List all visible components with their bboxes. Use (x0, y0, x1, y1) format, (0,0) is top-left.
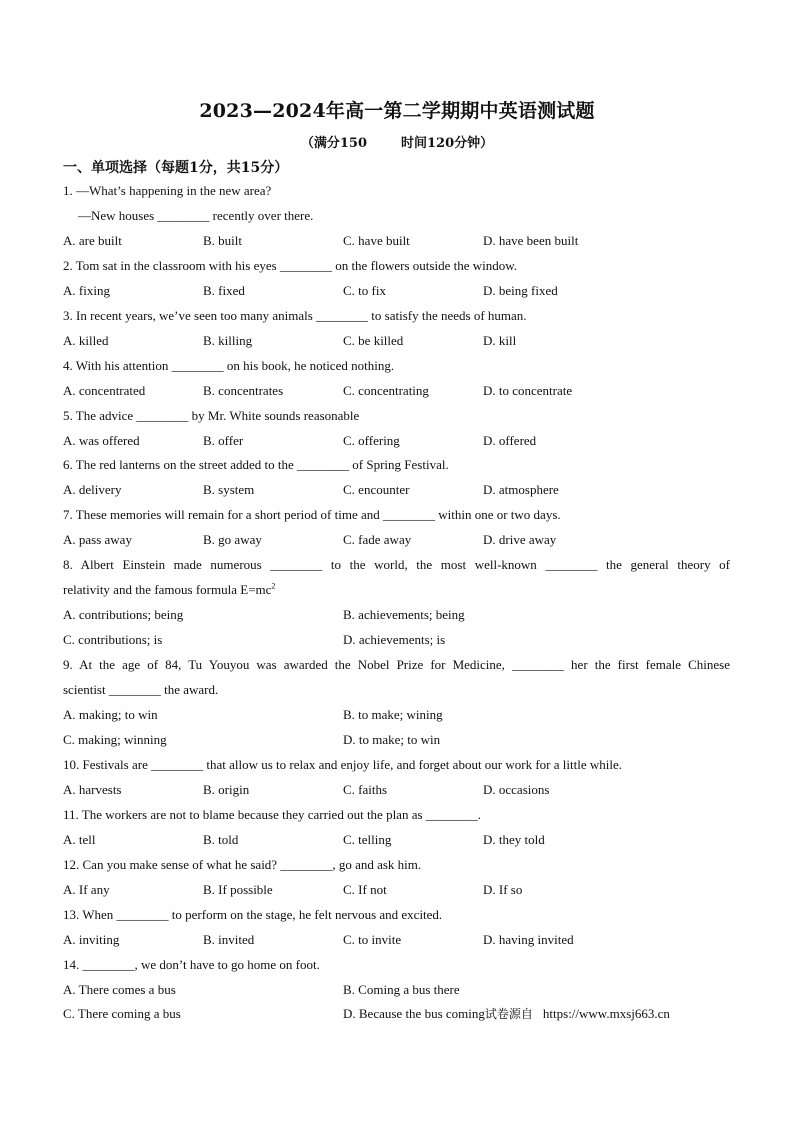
question-3-option-d: D. kill (483, 333, 517, 348)
question-11-option-c: C. telling (343, 832, 392, 847)
question-9-option-d: D. to make; to win (343, 732, 441, 747)
question-7-option-b: B. go away (203, 532, 262, 547)
question-5-option-d: D. offered (483, 433, 537, 448)
question-7-stem: 7. These memories will remain for a short period of time and ________ within one or two days. (63, 507, 561, 522)
question-8-stem-line2 (63, 580, 275, 600)
question-8-option-b: B. achievements; being (343, 607, 465, 622)
exam-title: 2023—2024年高一第二学期期中英语测试题 (199, 100, 595, 122)
question-9-option-c: C. making; winning (63, 732, 167, 747)
question-5-option-a: A. was offered (63, 433, 140, 448)
question-11-stem: 11. The workers are not to blame because they carried out the plan as ________. (63, 807, 482, 822)
question-9-stem: 9. At the age of 84, Tu Youyou was awarded the Nobel Prize for Medicine, ________ her the first female Chinese (63, 657, 730, 672)
question-1-stem: 1. —What’s happening in the new area? (63, 183, 272, 198)
question-8-option-d: D. achievements; is (343, 632, 446, 647)
question-5-stem: 5. The advice ________ by Mr. White sounds reasonable (63, 408, 360, 423)
question-10-option-a: A. harvests (63, 782, 122, 797)
question-12-option-b: B. If possible (203, 882, 273, 897)
question-10-stem: 10. Festivals are ________ that allow us to relax and enjoy life, and forget about our work for a little while. (63, 757, 622, 772)
question-1-stem-line2: —New houses ________ recently over there. (78, 208, 314, 223)
question-1-option-c: C. have built (343, 233, 410, 248)
question-3-option-a: A. killed (63, 333, 109, 348)
watermark-url[interactable]: https://www.mxsj663.cn (542, 1006, 670, 1021)
question-14-option-d: D. Because the bus coming (343, 1006, 485, 1021)
question-10-option-c: C. faiths (343, 782, 388, 797)
watermark-label: 试卷源自 (484, 1007, 533, 1021)
question-6-option-a: A. delivery (63, 482, 122, 497)
question-13-option-c: C. to invite (343, 932, 402, 947)
question-1-option-b: B. built (203, 233, 243, 248)
question-12-stem: 12. Can you make sense of what he said? ________, go and ask him. (63, 857, 422, 872)
question-6-stem: 6. The red lanterns on the street added to the ________ of Spring Festival. (63, 457, 449, 472)
question-7-option-a: A. pass away (63, 532, 132, 547)
question-12-option-d: D. If so (483, 882, 523, 897)
question-10-option-b: B. origin (203, 782, 250, 797)
question-14-option-a: A. There comes a bus (63, 982, 176, 997)
question-13-option-a: A. inviting (63, 932, 120, 947)
question-9-option-b: B. to make; wining (343, 707, 443, 722)
question-6-option-b: B. system (203, 482, 255, 497)
question-13-stem: 13. When ________ to perform on the stage, he felt nervous and excited. (63, 907, 443, 922)
question-1-option-a: A. are built (63, 233, 122, 248)
question-4-option-c: C. concentrating (343, 383, 429, 398)
question-6-option-d: D. atmosphere (483, 482, 559, 497)
question-2-stem: 2. Tom sat in the classroom with his eyes ________ on the flowers outside the window. (63, 258, 518, 273)
question-14-option-d-with-watermark (343, 1004, 670, 1024)
question-3-option-b: B. killing (203, 333, 253, 348)
question-8-option-c: C. contributions; is (63, 632, 163, 647)
question-6-option-c: C. encounter (343, 482, 410, 497)
question-2-option-d: D. being fixed (483, 283, 558, 298)
score-info: （满分150 (300, 136, 367, 151)
question-11-option-b: B. told (203, 832, 239, 847)
question-11-option-a: A. tell (63, 832, 96, 847)
question-5-option-c: C. offering (343, 433, 400, 448)
question-12-option-c: C. If not (343, 882, 387, 897)
question-4-option-d: D. to concentrate (483, 383, 573, 398)
question-7-option-c: C. fade away (343, 532, 412, 547)
question-1-option-d: D. have been built (483, 233, 579, 248)
time-info: 时间120分钟） (401, 136, 494, 151)
question-13-option-b: B. invited (203, 932, 255, 947)
question-12-option-a: A. If any (63, 882, 110, 897)
question-7-option-d: D. drive away (483, 532, 557, 547)
question-8-stem: 8. Albert Einstein made numerous ________ to the world, the most well-known ________ the general theory of (63, 557, 730, 572)
question-14-option-b: B. Coming a bus there (343, 982, 460, 997)
formula-exponent: 2 (271, 581, 276, 591)
question-4-stem: 4. With his attention ________ on his book, he noticed nothing. (63, 358, 395, 373)
formula-text: relativity and the famous formula E=mc (63, 582, 272, 597)
question-14-stem: 14. ________, we don’t have to go home on foot. (63, 957, 320, 972)
question-2-option-a: A. fixing (63, 283, 110, 298)
question-9-stem-line2: scientist ________ the award. (63, 682, 219, 697)
question-4-option-b: B. concentrates (203, 383, 284, 398)
question-14-option-c: C. There coming a bus (63, 1006, 181, 1021)
question-3-stem: 3. In recent years, we’ve seen too many animals ________ to satisfy the needs of human. (63, 308, 527, 323)
question-13-option-d: D. having invited (483, 932, 574, 947)
question-9-option-a: A. making; to win (63, 707, 158, 722)
question-8-option-a: A. contributions; being (63, 607, 184, 622)
question-2-option-b: B. fixed (203, 283, 245, 298)
question-2-option-c: C. to fix (343, 283, 386, 298)
question-10-option-d: D. occasions (483, 782, 550, 797)
question-11-option-d: D. they told (483, 832, 545, 847)
exam-subtitle (0, 132, 794, 151)
question-3-option-c: C. be killed (343, 333, 404, 348)
question-4-option-a: A. concentrated (63, 383, 146, 398)
section-heading: 一、单项选择（每题1分，共15分） (63, 160, 289, 176)
question-5-option-b: B. offer (203, 433, 244, 448)
